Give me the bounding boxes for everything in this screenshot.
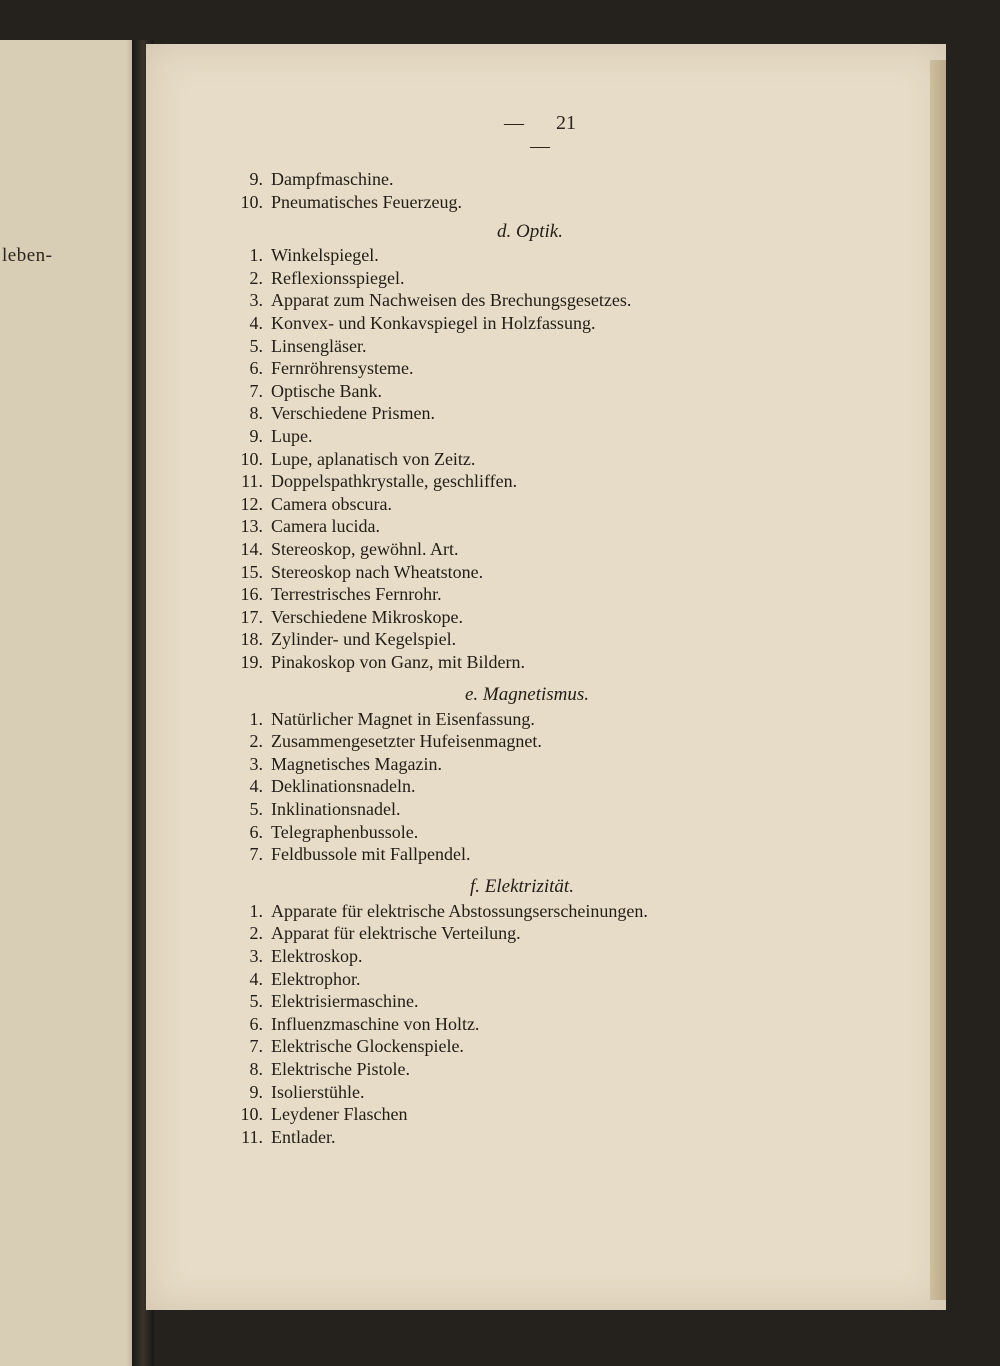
item-number: 8. xyxy=(249,1059,263,1079)
right-page-edge xyxy=(930,60,946,1300)
item-number: 2. xyxy=(249,267,263,288)
item-text: Pneumatisches Feuerzeug. xyxy=(271,191,462,212)
item-number: 5. xyxy=(249,335,263,356)
item-number: 12. xyxy=(240,493,263,514)
item-text: Telegraphenbussole. xyxy=(271,821,419,842)
item-text: Inklinationsnadel. xyxy=(271,799,401,819)
dash-left: — xyxy=(504,112,524,134)
item-text: Apparat zum Nachweisen des Brechungsgesetzes. xyxy=(271,290,632,311)
item-number: 19. xyxy=(240,652,263,672)
item-number: 16. xyxy=(240,584,263,605)
item-text: Zusammengesetzter Hufeisenmagnet. xyxy=(271,731,542,752)
item-text: Natürlicher Magnet in Eisenfassung. xyxy=(271,708,535,729)
item-number: 3. xyxy=(249,290,263,311)
item-number: 17. xyxy=(240,606,263,627)
item-text: Influenzmaschine von Holtz. xyxy=(271,1013,480,1034)
item-text: Magnetisches Magazin. xyxy=(271,753,442,774)
item-number: 11. xyxy=(241,471,263,492)
item-text: Stereoskop nach Wheatstone. xyxy=(271,561,484,582)
item-number: 7. xyxy=(249,844,263,865)
item-text: Linsengläser. xyxy=(271,335,367,356)
item-text: Isolierstühle. xyxy=(271,1081,365,1102)
item-number: 5. xyxy=(249,799,263,819)
item-number: 4. xyxy=(249,776,263,797)
item-text: Winkelspiegel. xyxy=(271,245,379,266)
item-number: 9. xyxy=(249,426,263,446)
item-number: 6. xyxy=(249,821,263,842)
item-text: Entlader. xyxy=(271,1126,336,1147)
item-text: Pinakoskop von Ganz, mit Bildern. xyxy=(271,652,525,672)
item-text: Apparat für elektrische Verteilung. xyxy=(271,923,521,944)
item-text: Verschiedene Mikroskope. xyxy=(271,606,463,627)
item-number: 15. xyxy=(240,561,263,582)
section-heading: f. Elektrizität. xyxy=(470,875,574,897)
item-text: Apparate für elektrische Abstossungserscheinungen. xyxy=(271,900,648,921)
item-text: Feldbussole mit Fallpendel. xyxy=(271,844,471,865)
item-number: 14. xyxy=(240,539,263,559)
item-text: Elektrisiermaschine. xyxy=(271,991,419,1012)
item-text: Elektrophor. xyxy=(271,968,361,989)
item-text: Doppelspathkrystalle, geschliffen. xyxy=(271,471,518,492)
item-text: Leydener Flaschen xyxy=(271,1104,408,1125)
item-number: 9. xyxy=(249,1081,263,1102)
section-heading: e. Magnetismus. xyxy=(465,683,590,705)
item-number: 2. xyxy=(249,731,263,752)
item-text: Terrestrisches Fernrohr. xyxy=(271,584,442,605)
item-text: Lupe, aplanatisch von Zeitz. xyxy=(271,448,476,469)
item-number: 10. xyxy=(240,191,263,212)
item-text: Fernröhrensysteme. xyxy=(271,358,414,379)
item-number: 1. xyxy=(249,245,263,266)
item-number: 3. xyxy=(249,753,263,774)
page-number-value: 21 xyxy=(556,112,576,134)
item-text: Zylinder- und Kegelspiel. xyxy=(271,629,457,650)
item-number: 7. xyxy=(249,1036,263,1057)
item-text: Konvex- und Konkavspiegel in Holzfassung. xyxy=(271,313,596,333)
item-number: 3. xyxy=(249,946,263,966)
item-text: Verschiedene Prismen. xyxy=(271,403,435,424)
item-number: 1. xyxy=(249,708,263,729)
dash-right: — xyxy=(530,135,550,157)
item-number: 10. xyxy=(240,1104,263,1125)
item-number: 18. xyxy=(240,629,263,650)
item-text: Stereoskop, gewöhnl. Art. xyxy=(271,539,459,559)
item-text: Camera lucida. xyxy=(271,516,380,537)
item-number: 1. xyxy=(249,900,263,921)
item-text: Elektroskop. xyxy=(271,946,363,966)
item-text: Dampfmaschine. xyxy=(271,169,394,189)
left-page-fragment: leben- xyxy=(2,245,53,266)
section-heading: d. Optik. xyxy=(497,221,563,243)
item-text: Optische Bank. xyxy=(271,380,382,401)
page-number xyxy=(480,112,600,158)
item-number: 4. xyxy=(249,313,263,333)
item-text: Reflexionsspiegel. xyxy=(271,267,405,288)
item-number: 9. xyxy=(249,169,263,189)
item-number: 13. xyxy=(240,516,263,537)
item-number: 10. xyxy=(240,448,263,469)
item-text: Elektrische Pistole. xyxy=(271,1059,410,1079)
item-number: 4. xyxy=(249,968,263,989)
item-text: Deklinationsnadeln. xyxy=(271,776,416,797)
item-text: Lupe. xyxy=(271,426,313,446)
item-number: 11. xyxy=(241,1126,263,1147)
item-number: 6. xyxy=(249,1013,263,1034)
item-text: Elektrische Glockenspiele. xyxy=(271,1036,464,1057)
item-text: Camera obscura. xyxy=(271,493,392,514)
item-number: 8. xyxy=(249,403,263,424)
left-page xyxy=(0,40,142,1366)
item-number: 2. xyxy=(249,923,263,944)
item-number: 7. xyxy=(249,380,263,401)
item-number: 5. xyxy=(249,991,263,1012)
item-number: 6. xyxy=(249,358,263,379)
